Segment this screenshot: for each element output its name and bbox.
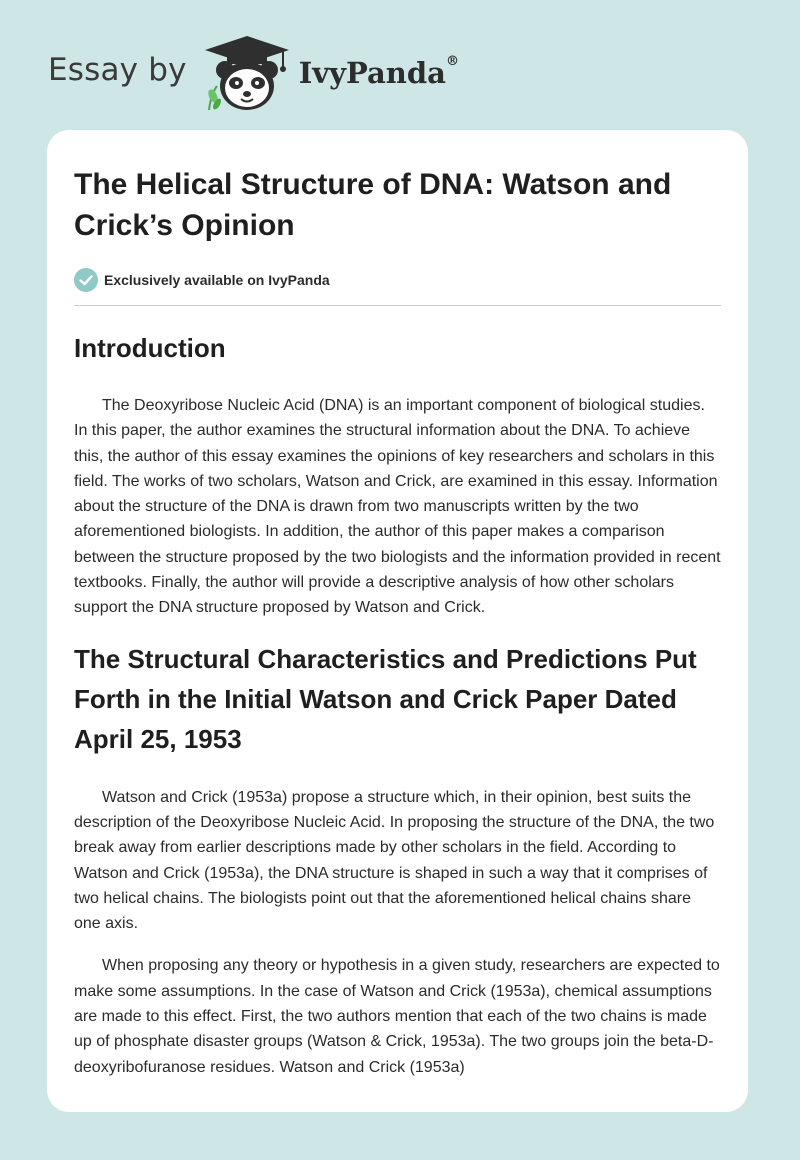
essay-title: The Helical Structure of DNA: Watson and Crick’s Opinion	[74, 168, 672, 242]
paragraph: Watson and Crick (1953a) propose a structure which, in their opinion, best suits the description of the Deoxyribose Nucleic Acid. In proposing the structure of the DNA, the two break away from earlier descriptions made by other scholars in the field. According to Watson and Crick (1953a), the DNA structure is shaped in such a way that it comprises of two helical chains. The biologists point out that the aforementioned helical chains share one axis.	[74, 788, 715, 933]
panda-logo-icon[interactable]	[201, 34, 293, 114]
check-circle-icon	[74, 268, 98, 292]
paragraph: The Deoxyribose Nucleic Acid (DNA) is an important component of biological studies. In this paper, the author examines the structural information about the DNA. To achieve this, the author of this essay examines the opinions of key researchers and scholars in this field. The works of two scholars, Watson and Crick, are examined in this essay. Information about the structure of the DNA is drawn from two manuscripts written by the two aforementioned biologists. In addition, the author of this paper makes a comparison between the structure proposed by the two biologists and the information provided in recent textbooks. Finally, the author will provide a descriptive analysis of how other scholars support the DNA structure proposed by Watson and Crick.	[74, 397, 721, 617]
essay-card	[47, 130, 748, 1112]
registered-mark: ®	[445, 54, 459, 69]
exclusive-label: Exclusively available on IvyPanda	[104, 272, 330, 288]
paragraph: When proposing any theory or hypothesis in a given study, researchers are expected to make some assumptions. In the case of Watson and Crick (1953a), chemical assumptions are made to this effect. First, the two authors mention that each of the two chains is made up of phosphate disaster groups (Watson & Crick, 1953a). The two groups join the beta-D-deoxyribofuranose residues. Watson and Crick (1953a)	[74, 957, 720, 1076]
exclusive-badge	[74, 268, 721, 292]
section-heading-structural-characteristics: The Structural Characteristics and Predictions Put Forth in the Initial Watson and Crick Paper Dated April 25, 1953	[74, 643, 697, 754]
brand-name[interactable]: IvyPanda®	[298, 54, 459, 90]
site-header	[48, 34, 459, 114]
section-heading-introduction: Introduction	[74, 333, 226, 363]
essay-by-label: Essay by	[48, 52, 187, 88]
title-divider	[74, 305, 721, 306]
